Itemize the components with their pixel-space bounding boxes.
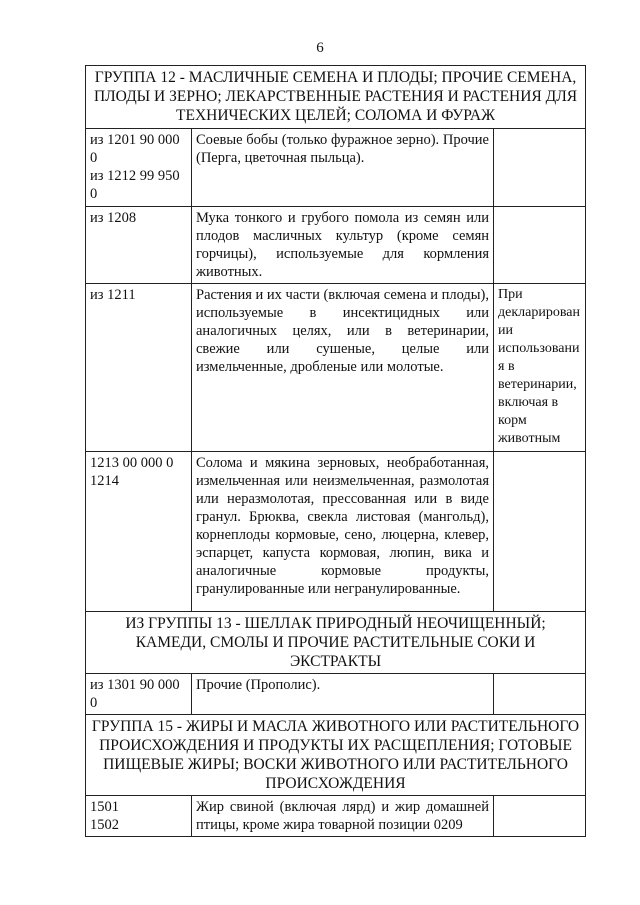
code: 1501 [90, 799, 119, 815]
page-number: 6 [316, 40, 324, 56]
note-cell [494, 674, 586, 715]
code: 1214 [90, 473, 119, 489]
code-cell [86, 796, 192, 837]
code-cell [86, 284, 192, 452]
code: из 1212 99 950 0 [90, 168, 180, 202]
table-row [86, 207, 586, 284]
description-cell: Прочие (Прополис). [192, 674, 494, 715]
code-cell [86, 207, 192, 284]
code: 1502 [90, 817, 119, 833]
note-cell [494, 796, 586, 837]
table-row [86, 796, 586, 837]
group-header: ГРУППА 15 - ЖИРЫ И МАСЛА ЖИВОТНОГО ИЛИ РАСТИТЕЛЬНОГО ПРОИСХОЖДЕНИЯ И ПРОДУКТЫ ИХ РАСЩЕПЛЕНИЯ; ГОТОВЫЕ ПИЩЕВЫЕ ЖИРЫ; ВОСКИ ЖИВОТНОГО ИЛИ РАСТИТЕЛЬНОГО ПРОИСХОЖДЕНИЯ [86, 715, 586, 796]
code: 1213 00 000 0 [90, 455, 174, 471]
group-header: ГРУППА 12 - МАСЛИЧНЫЕ СЕМЕНА И ПЛОДЫ; ПРОЧИЕ СЕМЕНА, ПЛОДЫ И ЗЕРНО; ЛЕКАРСТВЕННЫЕ РАСТЕНИЯ И РАСТЕНИЯ ДЛЯ ТЕХНИЧЕСКИХ ЦЕЛЕЙ; СОЛОМА И ФУРАЖ [86, 66, 586, 129]
code-cell [86, 452, 192, 612]
note-cell [494, 129, 586, 207]
table-row [86, 129, 586, 207]
code-cell [86, 129, 192, 207]
table-row [86, 452, 586, 612]
group-header-row [86, 612, 586, 674]
description-cell: Соевые бобы (только фуражное зерно). Прочие (Перга, цветочная пыльца). [192, 129, 494, 207]
customs-codes-table [85, 65, 586, 837]
code: из 1201 90 000 0 [90, 132, 180, 166]
table-row [86, 674, 586, 715]
group-header: ИЗ ГРУППЫ 13 - ШЕЛЛАК ПРИРОДНЫЙ НЕОЧИЩЕННЫЙ; КАМЕДИ, СМОЛЫ И ПРОЧИЕ РАСТИТЕЛЬНЫЕ СОКИ И ЭКСТРАКТЫ [86, 612, 586, 674]
group-header-row [86, 66, 586, 129]
description-cell: Жир свиной (включая лярд) и жир домашней птицы, кроме жира товарной позиции 0209 [192, 796, 494, 837]
code: из 1301 90 000 0 [90, 677, 180, 711]
note-cell [494, 207, 586, 284]
note-cell [494, 452, 586, 612]
table-row [86, 284, 586, 452]
description-cell: Мука тонкого и грубого помола из семян или плодов масличных культур (кроме семян горчицы), используемые для кормления животных. [192, 207, 494, 284]
description-cell: Солома и мякина зерновых, необработанная, измельченная или неизмельченная, размолотая или неразмолотая, прессованная или в виде гранул. Брюква, свекла листовая (мангольд), корнеплоды кормовые, сено, люцерна, клевер, эспарцет, капуста кормовая, люпин, вика и аналогичные кормовые продукты, гранулированные или негранулированные. [192, 452, 494, 612]
note-cell: При декларировании использования в ветеринарии, включая в корм животным [494, 284, 586, 452]
code: из 1208 [90, 210, 137, 226]
code: из 1211 [90, 287, 136, 303]
code-cell [86, 674, 192, 715]
description-cell: Растения и их части (включая семена и плоды), используемые в инсектицидных или аналогичных целях, или в ветеринарии, свежие или сушеные, целые или измельченные, дробленые или молотые. [192, 284, 494, 452]
group-header-row [86, 715, 586, 796]
